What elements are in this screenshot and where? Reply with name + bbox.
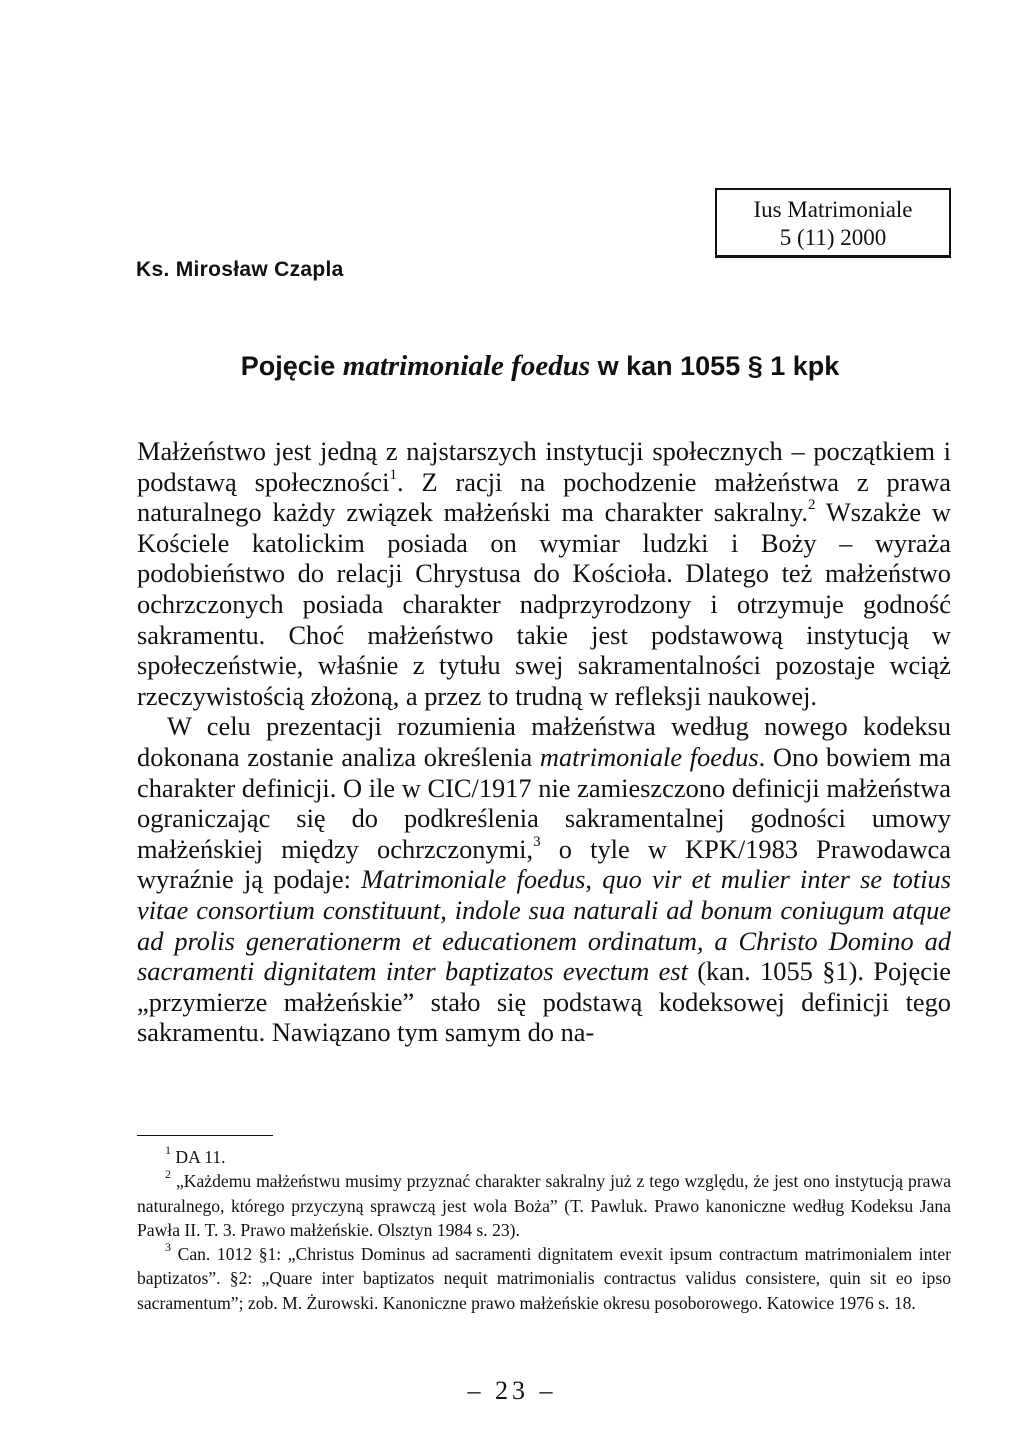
footnote-number: 3 xyxy=(165,1240,171,1255)
paragraph-2 xyxy=(137,711,951,1048)
title-after: w kan 1055 § 1 kpk xyxy=(590,351,840,381)
p1-text-c: Wszakże w Kościele katolickim posiada on wymiar ludzki i Boży – wyraża podobieństwo do relacji Chrystusa do Kościoła. Dlatego też małżeństwo ochrzczonych posiada charakter nadprzyrodzony i otrzymuje godność sakramentu. Choć małżeństwo takie jest podstawową instytucją w społeczeństwie, właśnie z tytułu swej sakramentalności pozostaje wciąż rzeczywistością złożoną, a przez to trudną w refleksji naukowej. xyxy=(137,497,951,711)
p1-text-b: . Z racji na pochodzenie małżeństwa z prawa naturalnego każdy związek małżeński ma charakter sakralny. xyxy=(137,466,951,528)
p2-text-b: . Ono bowiem ma charakter definicji. O ile w CIC/1917 nie zamieszczono definicji małżeństwa ograniczając się do podkreślenia sakramentalnej godności umowy małżeńskiej między ochrzczonymi, xyxy=(137,741,951,864)
p2-italic-term: matrimoniale foedus xyxy=(539,741,759,772)
author-name: Ks. Mirosław Czapla xyxy=(136,258,344,281)
p2-latin-definition: Matrimoniale foedus, quo vir et mulier inter se totius vitae consortium constituunt, indole sua naturali ad bonum coniugum atque ad prolis generationerm et educationem ordinatum, a Christo Domino ad sacramenti dignitatem inter baptizatos evectum est xyxy=(137,864,951,987)
title-before: Pojęcie xyxy=(240,351,343,381)
footnote-1 xyxy=(137,1145,951,1169)
p2-text-c: o tyle w KPK/1983 Prawodawca wyraźnie ją podaje: xyxy=(137,833,951,895)
footnote-text: Can. 1012 §1: „Christus Dominus ad sacramenti dignitatem evexit ipsum contractum matrimonialem inter baptizatos”. §2: „Quare inter baptizatos nequit matrimonialis contractus validus consistere, quin sit eo ipso sacramentum”; zob. M. Żurowski. Kanoniczne prawo małżeńskie okresu posoborowego. Katowice 1976 s. 18. xyxy=(137,1244,951,1313)
footnote-ref-1: 1 xyxy=(389,466,397,483)
footnote-ref-3: 3 xyxy=(533,833,541,850)
body-text xyxy=(137,436,951,1048)
journal-name: Ius Matrimoniale xyxy=(753,197,913,222)
footnote-ref-2: 2 xyxy=(807,497,816,514)
page-number: – 23 – xyxy=(467,1376,557,1405)
footnote-2 xyxy=(137,1169,951,1242)
p2-text-a: W celu prezentacji rozumienia małżeństwa według nowego kodeksu dokonana zostanie analiza określenia xyxy=(137,711,951,772)
footnote-number: 2 xyxy=(165,1167,171,1182)
paragraph-1 xyxy=(137,436,951,711)
footnote-text: „Każdemu małżeństwu musimy przyznać charakter sakralny już z tego względu, że jest ono instytucją prawa naturalnego, którego przyczyną sprawczą jest wola Boża” (T. Pawluk. Prawo kanoniczne według Kodeksu Jana Pawła II. T. 3. Prawo małżeńskie. Olsztyn 1984 s. 23). xyxy=(137,1171,951,1240)
footnote-text: DA 11. xyxy=(175,1147,226,1167)
journal-box xyxy=(715,188,951,258)
p2-text-d: (kan. 1055 §1). Pojęcie „przymierze małżeńskie” stało się podstawą kodeksowej definicji tego sakramentu. Nawiązano tym samym do na- xyxy=(137,956,951,1048)
journal-issue: 5 (11) 2000 xyxy=(779,225,887,250)
article-title xyxy=(130,350,950,383)
footnote-divider xyxy=(137,1135,273,1136)
footnotes xyxy=(137,1145,951,1315)
title-italic: matrimoniale foedus xyxy=(342,350,591,382)
footnote-3 xyxy=(137,1242,951,1315)
footnote-number: 1 xyxy=(165,1143,171,1158)
p1-text-a: Małżeństwo jest jedną z najstarszych instytucji społecznych – początkiem i podstawą społeczności xyxy=(137,436,951,497)
